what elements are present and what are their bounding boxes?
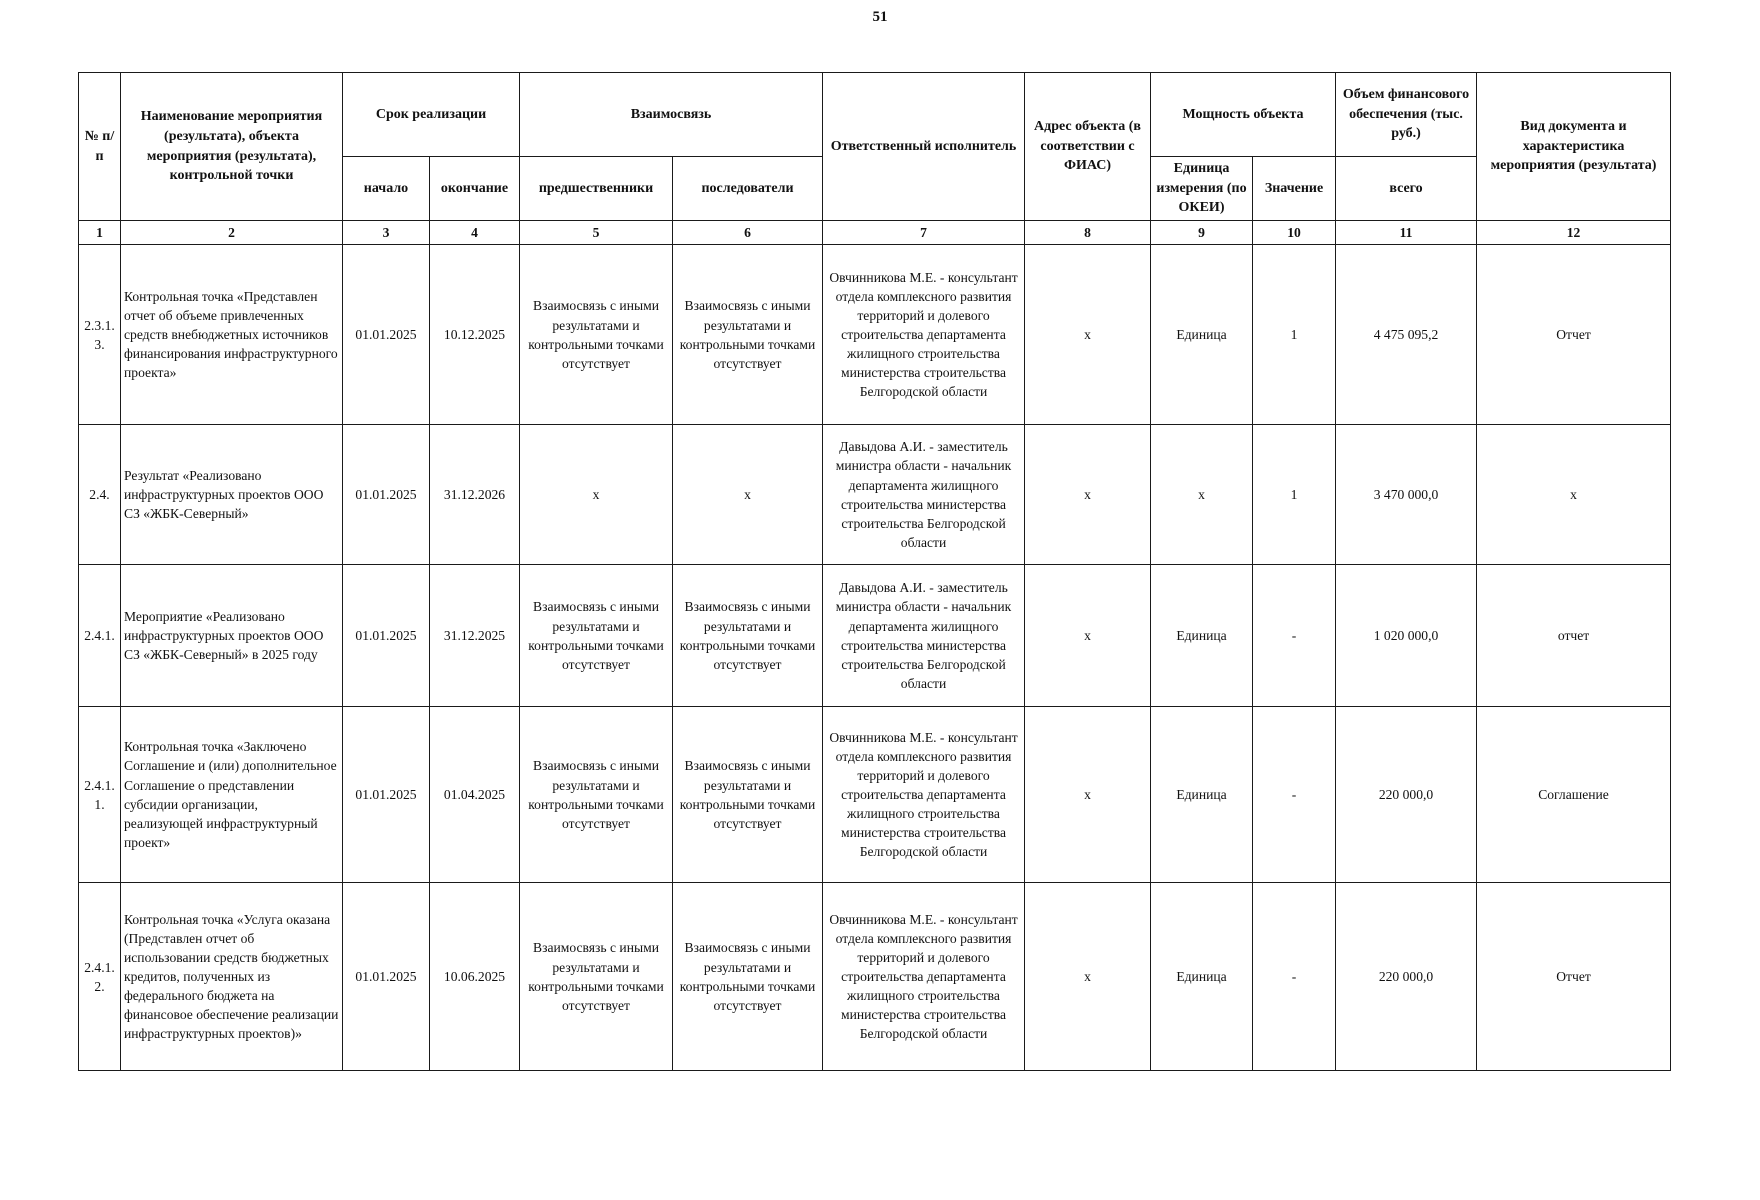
header-doc: Вид документа и характеристика мероприятия (результата): [1477, 73, 1671, 221]
header-predecessors: предшественники: [520, 157, 673, 221]
row-name: Контрольная точка «Представлен отчет об объеме привлеченных средств внебюджетных источников финансирования инфраструктурного проекта»: [121, 245, 343, 425]
row-predecessors: Взаимосвязь с иными результатами и контрольными точками отсутствует: [520, 883, 673, 1071]
row-address: x: [1025, 883, 1151, 1071]
header-unit: Единица измерения (по ОКЕИ): [1151, 157, 1253, 221]
row-value: 1: [1253, 245, 1336, 425]
row-value: -: [1253, 565, 1336, 707]
header-executor: Ответственный исполнитель: [823, 73, 1025, 221]
header-successors: последователи: [673, 157, 823, 221]
column-number: 11: [1336, 221, 1477, 245]
row-no: 2.4.1.: [79, 565, 121, 707]
row-predecessors: Взаимосвязь с иными результатами и контрольными точками отсутствует: [520, 565, 673, 707]
row-value: -: [1253, 707, 1336, 883]
table-row: [79, 883, 1671, 1071]
row-unit: x: [1151, 425, 1253, 565]
row-value: 1: [1253, 425, 1336, 565]
page-number: 51: [872, 9, 888, 25]
row-doc: Соглашение: [1477, 707, 1671, 883]
row-end: 10.06.2025: [430, 883, 520, 1071]
header-total: всего: [1336, 157, 1477, 221]
row-executor: Давыдова А.И. - заместитель министра области - начальник департамента жилищного строительства министерства строительства Белгородской области: [823, 565, 1025, 707]
header-finance: Объем финансового обеспечения (тыс. руб.): [1336, 73, 1477, 157]
header-no: № п/п: [79, 73, 121, 221]
table-row: [79, 245, 1671, 425]
row-successors: Взаимосвязь с иными результатами и контрольными точками отсутствует: [673, 565, 823, 707]
row-predecessors: Взаимосвязь с иными результатами и контрольными точками отсутствует: [520, 707, 673, 883]
row-executor: Овчинникова М.Е. - консультант отдела комплексного развития территорий и долевого строительства департамента жилищного строительства министерства строительства Белгородской области: [823, 707, 1025, 883]
row-successors: Взаимосвязь с иными результатами и контрольными точками отсутствует: [673, 245, 823, 425]
row-total: 3 470 000,0: [1336, 425, 1477, 565]
row-successors: Взаимосвязь с иными результатами и контрольными точками отсутствует: [673, 707, 823, 883]
row-total: 4 475 095,2: [1336, 245, 1477, 425]
row-executor: Давыдова А.И. - заместитель министра области - начальник департамента жилищного строительства министерства строительства Белгородской области: [823, 425, 1025, 565]
row-doc: x: [1477, 425, 1671, 565]
header-address: Адрес объекта (в соответствии с ФИАС): [1025, 73, 1151, 221]
row-unit: Единица: [1151, 565, 1253, 707]
row-unit: Единица: [1151, 707, 1253, 883]
row-total: 1 020 000,0: [1336, 565, 1477, 707]
row-address: x: [1025, 245, 1151, 425]
row-end: 01.04.2025: [430, 707, 520, 883]
row-end: 31.12.2026: [430, 425, 520, 565]
row-start: 01.01.2025: [343, 565, 430, 707]
row-address: x: [1025, 565, 1151, 707]
row-name: Контрольная точка «Услуга оказана (Представлен отчет об использовании средств бюджетных кредитов, полученных из федерального бюджета на финансовое обеспечение реализации инфраструктурных проектов)»: [121, 883, 343, 1071]
row-name: Контрольная точка «Заключено Соглашение и (или) дополнительное Соглашение о представлении субсидии организации, реализующей инфраструктурный проект»: [121, 707, 343, 883]
header-value: Значение: [1253, 157, 1336, 221]
column-number: 3: [343, 221, 430, 245]
plan-table: [78, 72, 1671, 1071]
header-name: Наименование мероприятия (результата), объекта мероприятия (результата), контрольной точки: [121, 73, 343, 221]
row-successors: x: [673, 425, 823, 565]
header-capacity: Мощность объекта: [1151, 73, 1336, 157]
row-no: 2.4.1.2.: [79, 883, 121, 1071]
column-number: 5: [520, 221, 673, 245]
header-link: Взаимосвязь: [520, 73, 823, 157]
row-executor: Овчинникова М.Е. - консультант отдела комплексного развития территорий и долевого строительства департамента жилищного строительства министерства строительства Белгородской области: [823, 245, 1025, 425]
column-number: 7: [823, 221, 1025, 245]
header-end: окончание: [430, 157, 520, 221]
row-successors: Взаимосвязь с иными результатами и контрольными точками отсутствует: [673, 883, 823, 1071]
header-period: Срок реализации: [343, 73, 520, 157]
row-doc: Отчет: [1477, 245, 1671, 425]
row-address: x: [1025, 707, 1151, 883]
table-row: [79, 565, 1671, 707]
row-name: Мероприятие «Реализовано инфраструктурных проектов ООО СЗ «ЖБК-Северный» в 2025 году: [121, 565, 343, 707]
row-no: 2.4.1.1.: [79, 707, 121, 883]
column-number: 6: [673, 221, 823, 245]
row-executor: Овчинникова М.Е. - консультант отдела комплексного развития территорий и долевого строительства департамента жилищного строительства министерства строительства Белгородской области: [823, 883, 1025, 1071]
column-number: 2: [121, 221, 343, 245]
column-number: 9: [1151, 221, 1253, 245]
table-row: [79, 425, 1671, 565]
row-end: 10.12.2025: [430, 245, 520, 425]
row-start: 01.01.2025: [343, 245, 430, 425]
column-number-row: [79, 221, 1671, 245]
row-name: Результат «Реализовано инфраструктурных проектов ООО СЗ «ЖБК-Северный»: [121, 425, 343, 565]
column-number: 10: [1253, 221, 1336, 245]
row-doc: отчет: [1477, 565, 1671, 707]
row-predecessors: Взаимосвязь с иными результатами и контрольными точками отсутствует: [520, 245, 673, 425]
row-total: 220 000,0: [1336, 883, 1477, 1071]
column-number: 4: [430, 221, 520, 245]
row-total: 220 000,0: [1336, 707, 1477, 883]
column-number: 12: [1477, 221, 1671, 245]
column-number: 8: [1025, 221, 1151, 245]
row-unit: Единица: [1151, 245, 1253, 425]
row-unit: Единица: [1151, 883, 1253, 1071]
row-no: 2.3.1.3.: [79, 245, 121, 425]
row-predecessors: x: [520, 425, 673, 565]
row-start: 01.01.2025: [343, 883, 430, 1071]
row-start: 01.01.2025: [343, 425, 430, 565]
table-row: [79, 707, 1671, 883]
row-start: 01.01.2025: [343, 707, 430, 883]
row-value: -: [1253, 883, 1336, 1071]
column-number: 1: [79, 221, 121, 245]
row-end: 31.12.2025: [430, 565, 520, 707]
row-no: 2.4.: [79, 425, 121, 565]
row-doc: Отчет: [1477, 883, 1671, 1071]
header-start: начало: [343, 157, 430, 221]
row-address: x: [1025, 425, 1151, 565]
